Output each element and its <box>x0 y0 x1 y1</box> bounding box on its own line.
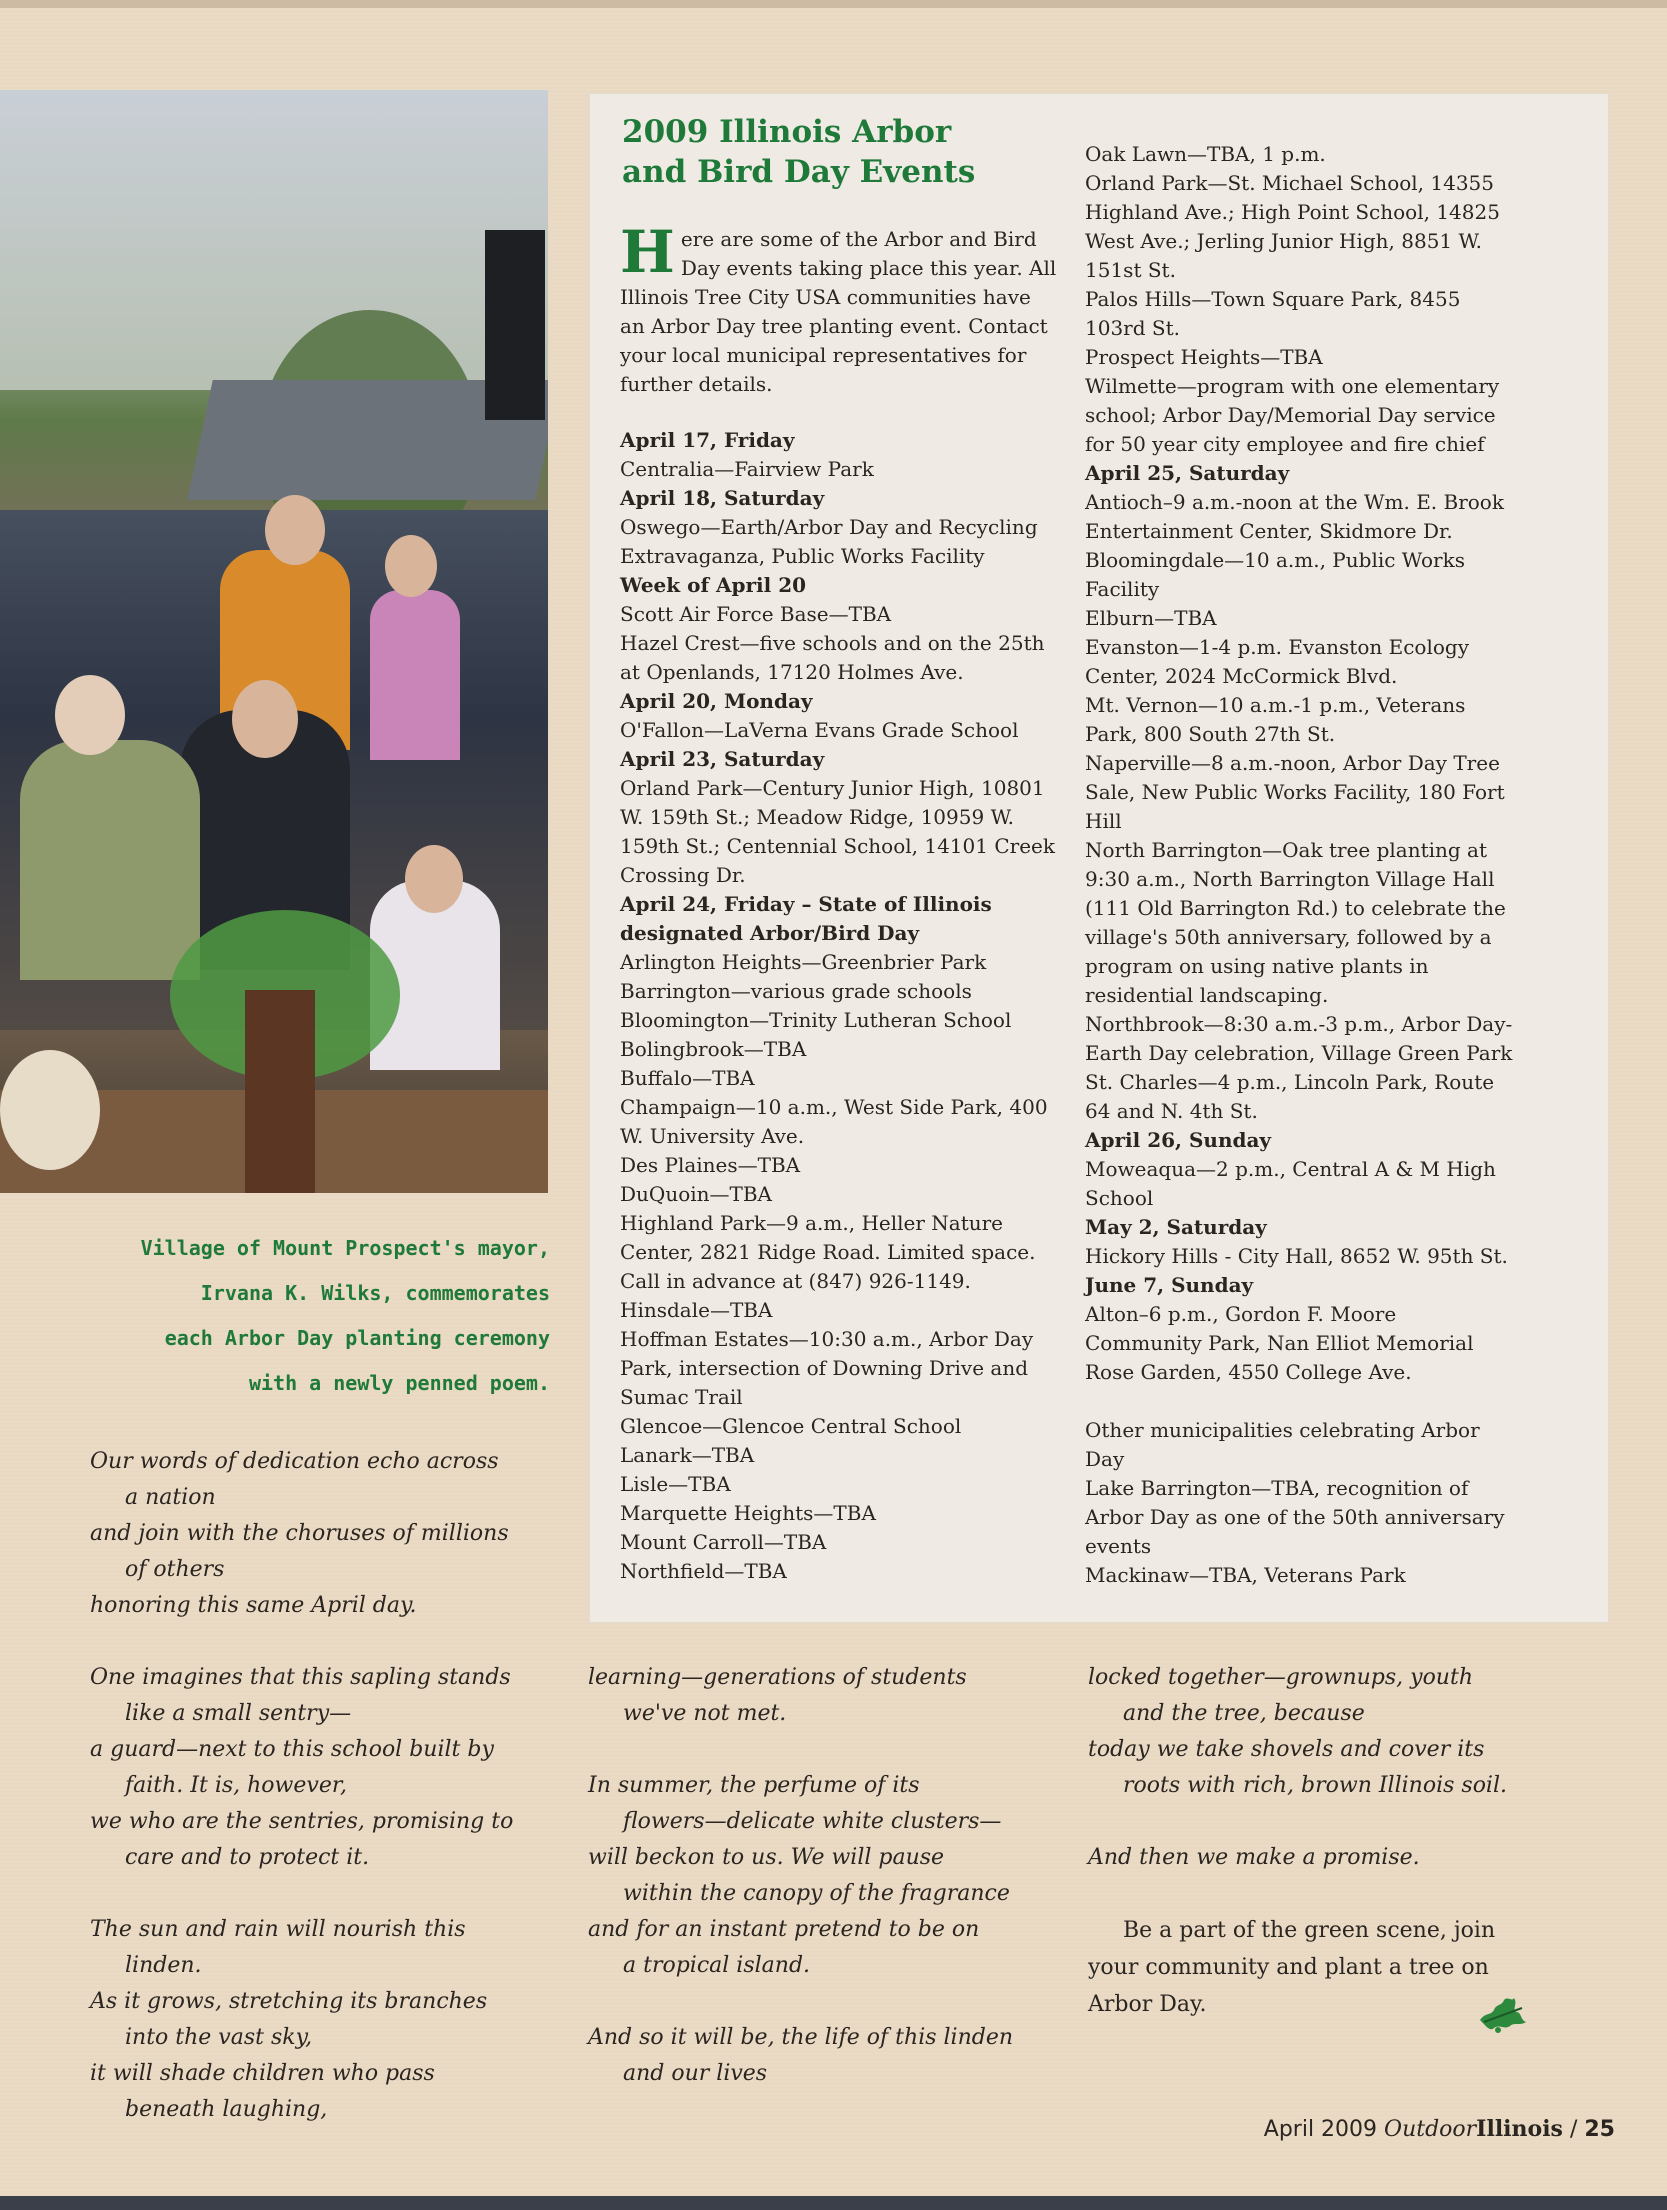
poem-line: beneath laughing, <box>125 2097 328 2122</box>
event-entry: Des Plaines—TBA <box>620 1153 801 1177</box>
photo-caption: Village of Mount Prospect's mayor, Irvana K. Wilks, commemorates each Arbor Day planting ceremony with a newly penned poem. <box>140 1236 550 1395</box>
poem-line: And then we make a promise. <box>1088 1845 1420 1870</box>
event-entry: Arlington Heights—Greenbrier Park <box>620 950 987 974</box>
photo-face <box>405 845 463 913</box>
event-entry: Hoffman Estates—10:30 a.m., Arbor Day Park, intersection of Downing Drive and Sumac Trail <box>620 1327 1034 1409</box>
photo-face <box>385 535 437 597</box>
poem-line: locked together—grownups, youth <box>1088 1665 1473 1690</box>
event-entry: Antioch–9 a.m.-noon at the Wm. E. Brook Entertainment Center, Skidmore Dr. <box>1085 490 1504 543</box>
event-entry: Highland Park—9 a.m., Heller Nature Center, 2821 Ridge Road. Limited space. Call in advance at (847) 926-1149. <box>620 1211 1036 1293</box>
event-entry: Wilmette—program with one elementary school; Arbor Day/Memorial Day service for 50 year city employee and fire chief <box>1085 374 1500 456</box>
event-entry: Hickory Hills - City Hall, 8652 W. 95th St. <box>1085 1244 1508 1268</box>
poem-line: linden. <box>125 1953 202 1978</box>
event-entry: Marquette Heights—TBA <box>620 1501 876 1525</box>
event-entry: North Barrington—Oak tree planting at 9:30 a.m., North Barrington Village Hall (111 Old Barrington Rd.) to celebrate the village's 50th anniversary, followed by a program on using native plants in residential landscaping. <box>1085 838 1506 1007</box>
event-entry: Alton–6 p.m., Gordon F. Moore Community Park, Nan Elliot Memorial Rose Garden, 4550 College Ave. <box>1085 1302 1474 1384</box>
page-edge-bottom <box>0 2196 1667 2210</box>
poem-line: And so it will be, the life of this linden <box>588 2025 1014 2050</box>
poem-line: of others <box>125 1557 225 1582</box>
events-gap <box>1085 1387 1515 1416</box>
photo-paper-hat <box>0 1050 100 1170</box>
poem-line: One imagines that this sapling stands <box>90 1665 511 1690</box>
event-entry: Evanston—1-4 p.m. Evanston Ecology Center, 2024 McCormick Blvd. <box>1085 635 1469 688</box>
events-column-left <box>620 426 1060 1586</box>
page-footer <box>1175 2116 1615 2142</box>
photo-face <box>55 675 125 755</box>
footer-magazine-outdoor: Outdoor <box>1384 2117 1477 2142</box>
drop-cap: H <box>620 218 675 286</box>
poem-line: roots with rich, brown Illinois soil. <box>1123 1773 1508 1798</box>
photo-speaker <box>485 230 545 420</box>
event-entry: Lake Barrington—TBA, recognition of Arbor Day as one of the 50th anniversary events <box>1085 1476 1505 1558</box>
event-entry: Hinsdale—TBA <box>620 1298 773 1322</box>
poem-line: into the vast sky, <box>125 2025 313 2050</box>
event-entry: Oswego—Earth/Arbor Day and Recycling Extravaganza, Public Works Facility <box>620 515 1038 568</box>
event-date-heading: May 2, Saturday <box>1085 1215 1267 1239</box>
event-entry: Oak Lawn—TBA, 1 p.m. <box>1085 142 1326 166</box>
poem-stanza-gap <box>588 1732 1048 1768</box>
poem-line: it will shade children who pass <box>90 2061 435 2086</box>
event-entry: Champaign—10 a.m., West Side Park, 400 W. University Ave. <box>620 1095 1048 1148</box>
photo-face <box>232 680 298 758</box>
poem-column-3 <box>1088 1660 1548 1876</box>
event-entry: DuQuoin—TBA <box>620 1182 772 1206</box>
poem-line: As it grows, stretching its branches <box>90 1989 488 2014</box>
event-entry: Orland Park—Century Junior High, 10801 W. 159th St.; Meadow Ridge, 10959 W. 159th St.; Centennial School, 14101 Creek Crossing Dr. <box>620 776 1055 887</box>
poem-line: care and to protect it. <box>125 1845 370 1870</box>
poem-line: and our lives <box>623 2061 768 2086</box>
poem-line: and the tree, because <box>1123 1701 1365 1726</box>
event-entry: O'Fallon—LaVerna Evans Grade School <box>620 718 1019 742</box>
photo-person-green <box>20 740 200 980</box>
event-date-heading: Week of April 20 <box>620 573 807 597</box>
poem-line: a nation <box>125 1485 216 1510</box>
event-entry: Centralia—Fairview Park <box>620 457 874 481</box>
event-entry: Moweaqua—2 p.m., Central A & M High School <box>1085 1157 1496 1210</box>
poem-line: faith. It is, however, <box>125 1773 347 1798</box>
poem-stanza-1 <box>90 1444 560 1624</box>
poem-line: Our words of dedication echo across <box>90 1449 499 1474</box>
poem-stanza-gap <box>1088 1804 1548 1840</box>
event-entry: Northfield—TBA <box>620 1559 787 1583</box>
poem-line: learning—generations of students <box>588 1665 967 1690</box>
event-entry: Hazel Crest—five schools and on the 25th at Openlands, 17120 Holmes Ave. <box>620 631 1045 684</box>
poem-line: we've not met. <box>623 1701 787 1726</box>
poem-line: within the canopy of the fragrance <box>623 1881 1010 1906</box>
photo-face <box>265 495 325 565</box>
events-column-right <box>1085 140 1515 1590</box>
footer-separator: / <box>1569 2117 1578 2142</box>
event-entry: Mt. Vernon—10 a.m.-1 p.m., Veterans Park, 800 South 27th St. <box>1085 693 1466 746</box>
poem-column-1 <box>90 1660 560 2128</box>
page-edge-top <box>0 0 1667 8</box>
event-entry: Elburn—TBA <box>1085 606 1217 630</box>
poem-line: honoring this same April day. <box>90 1593 417 1618</box>
ceremony-photo <box>0 90 548 1193</box>
event-date-heading: April 20, Monday <box>620 689 813 713</box>
event-entry: Buffalo—TBA <box>620 1066 755 1090</box>
poem-line: like a small sentry— <box>125 1701 352 1726</box>
event-date-heading: April 17, Friday <box>620 428 795 452</box>
event-entry: Orland Park—St. Michael School, 14355 Highland Ave.; High Point School, 14825 West Ave.; Jerling Junior High, 8851 W. 151st St. <box>1085 171 1500 282</box>
poem-stanza-gap <box>588 1984 1048 2020</box>
event-date-heading: April 25, Saturday <box>1085 461 1290 485</box>
event-date-heading: April 23, Saturday <box>620 747 825 771</box>
poem-line: a guard—next to this school built by <box>90 1737 494 1762</box>
event-date-heading: April 26, Sunday <box>1085 1128 1272 1152</box>
event-entry: Mount Carroll—TBA <box>620 1530 827 1554</box>
poem-line: The sun and rain will nourish this <box>90 1917 466 1942</box>
footer-magazine-illinois: Illinois <box>1476 2116 1563 2142</box>
event-entry: Prospect Heights—TBA <box>1085 345 1323 369</box>
event-entry: Bolingbrook—TBA <box>620 1037 807 1061</box>
poem-column-2 <box>588 1660 1048 2092</box>
event-entry: Bloomington—Trinity Lutheran School <box>620 1008 1012 1032</box>
event-entry: Barrington—various grade schools <box>620 979 972 1003</box>
event-entry: St. Charles—4 p.m., Lincoln Park, Route 64 and N. 4th St. <box>1085 1070 1495 1123</box>
footer-month: April 2009 <box>1263 2117 1378 2142</box>
poem-line: flowers—delicate white clusters— <box>623 1809 1002 1834</box>
poem-line: we who are the sentries, promising to <box>90 1809 514 1834</box>
photo-person-pink <box>370 590 460 760</box>
closing-text: Be a part of the green scene, join your community and plant a tree on Arbor Day. <box>1088 1918 1496 2017</box>
intro-text: ere are some of the Arbor and Bird Day events taking place this year. All Illinois Tree City USA communities have an Arbor Day tree planting event. Contact your local municipal representatives for further details. <box>620 227 1057 396</box>
events-title: 2009 Illinois Arbor and Bird Day Events <box>622 114 976 190</box>
event-entry: Naperville—8 a.m.-noon, Arbor Day Tree Sale, New Public Works Facility, 180 Fort Hill <box>1085 751 1505 833</box>
poem-line: will beckon to us. We will pause <box>588 1845 945 1870</box>
page-number: 25 <box>1584 2117 1615 2142</box>
event-entry: Palos Hills—Town Square Park, 8455 103rd St. <box>1085 287 1461 340</box>
poem-line: today we take shovels and cover its <box>1088 1737 1485 1762</box>
event-entry: Other municipalities celebrating Arbor Day <box>1085 1418 1480 1471</box>
poem-line: a tropical island. <box>623 1953 811 1978</box>
poem-line: In summer, the perfume of its <box>588 1773 920 1798</box>
event-entry: Scott Air Force Base—TBA <box>620 602 892 626</box>
oak-leaf-icon <box>1476 1990 1530 2034</box>
poem-stanza-gap <box>90 1876 560 1912</box>
photo-sky <box>0 90 548 390</box>
event-date-heading: June 7, Sunday <box>1085 1273 1254 1297</box>
photo-paper-tree-trunk <box>245 990 315 1193</box>
events-intro <box>620 218 1060 399</box>
poem-line: and for an instant pretend to be on <box>588 1917 980 1942</box>
event-entry: Bloomingdale—10 a.m., Public Works Facility <box>1085 548 1465 601</box>
event-entry: Mackinaw—TBA, Veterans Park <box>1085 1563 1406 1587</box>
poem-line: and join with the choruses of millions <box>90 1521 509 1546</box>
event-entry: Lisle—TBA <box>620 1472 731 1496</box>
event-date-heading: April 24, Friday – State of Illinois designated Arbor/Bird Day <box>620 892 992 945</box>
event-entry: Northbrook—8:30 a.m.-3 p.m., Arbor Day-Earth Day celebration, Village Green Park <box>1085 1012 1513 1065</box>
event-entry: Lanark—TBA <box>620 1443 755 1467</box>
event-entry: Glencoe—Glencoe Central School <box>620 1414 962 1438</box>
event-date-heading: April 18, Saturday <box>620 486 825 510</box>
